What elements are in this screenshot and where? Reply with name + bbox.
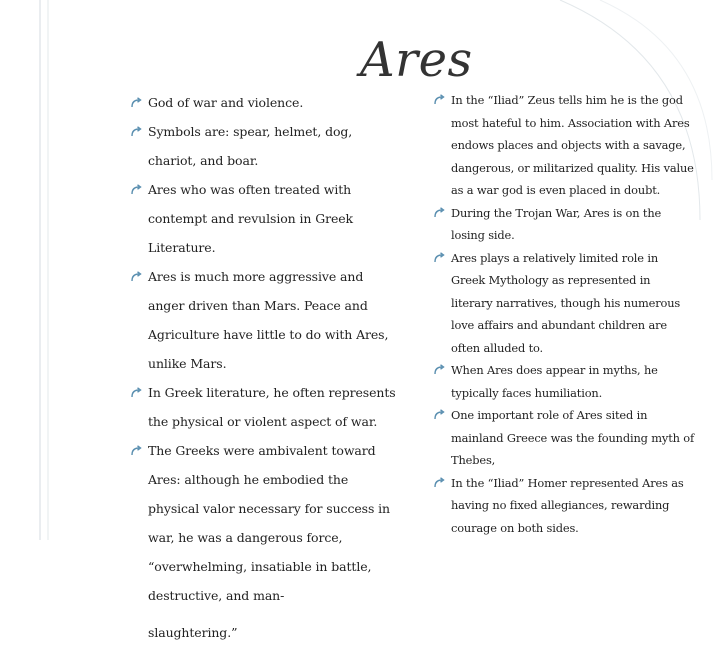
bullet-text: Symbols are: spear, helmet, dog, chariot, and boar.: [148, 124, 353, 168]
bullet-text: Ares plays a relatively limited role in Greek Mythology as represented in literary narratives, though his numerous love affairs and abundant children are often alluded to.: [451, 250, 681, 355]
curved-arrow-bullet-icon: [130, 270, 144, 284]
bullet-text: Ares who was often treated with contempt and revulsion in Greek Literature.: [148, 182, 354, 255]
curved-arrow-bullet-icon: [433, 476, 447, 490]
curved-arrow-bullet-icon: [433, 408, 447, 422]
bullet-item: [433, 89, 695, 202]
bullet-text: In Greek literature, he often represents the physical or violent aspect of war.: [148, 385, 396, 429]
bullet-item: [130, 378, 398, 436]
bullet-item: [130, 88, 398, 117]
right-bullet-list: [433, 89, 695, 539]
bullet-item: [433, 404, 695, 472]
bullet-item: [433, 359, 695, 404]
curved-arrow-bullet-icon: [130, 183, 144, 197]
slide-title: Ares: [360, 32, 473, 88]
bullet-item: [130, 262, 398, 378]
bullet-item: [433, 247, 695, 360]
bullet-text: In the “Iliad” Homer represented Ares as having no fixed allegiances, rewarding courage on both sides.: [451, 475, 684, 535]
bullet-text: The Greeks were ambivalent toward Ares: although he embodied the physical valor necessary for success in war, he was a dangerous force, “overwhelming, insatiable in battle, destructive, and man-: [148, 443, 390, 603]
curved-arrow-bullet-icon: [130, 96, 144, 110]
left-bullet-list: [130, 88, 398, 647]
bullet-continuation: [130, 618, 398, 647]
curved-arrow-bullet-icon: [433, 363, 447, 377]
bullet-text: During the Trojan War, Ares is on the losing side.: [451, 205, 662, 242]
curved-arrow-bullet-icon: [130, 125, 144, 139]
bullet-item: [130, 117, 398, 175]
bullet-text: Ares is much more aggressive and anger driven than Mars. Peace and Agriculture have little to do with Ares, unlike Mars.: [148, 269, 389, 371]
curved-arrow-bullet-icon: [130, 386, 144, 400]
bullet-text: God of war and violence.: [148, 95, 304, 110]
bullet-text: slaughtering.”: [148, 625, 238, 640]
bullet-text: When Ares does appear in myths, he typically faces humiliation.: [451, 363, 658, 400]
bullet-text: One important role of Ares sited in mainland Greece was the founding myth of Thebes,: [451, 408, 695, 467]
curved-arrow-bullet-icon: [433, 206, 447, 220]
bullet-item: [130, 175, 398, 262]
bullet-text: In the “Iliad” Zeus tells him he is the god most hateful to him. Association with Ares endows places and objects with a savage, dangerous, or militarized quality. His value as a war god is even placed in doubt.: [451, 93, 694, 197]
bullet-item: [130, 436, 398, 610]
curved-arrow-bullet-icon: [130, 444, 144, 458]
curved-arrow-bullet-icon: [433, 251, 447, 265]
bullet-item: [433, 472, 695, 540]
curved-arrow-bullet-icon: [433, 93, 447, 107]
bullet-item: [433, 202, 695, 247]
